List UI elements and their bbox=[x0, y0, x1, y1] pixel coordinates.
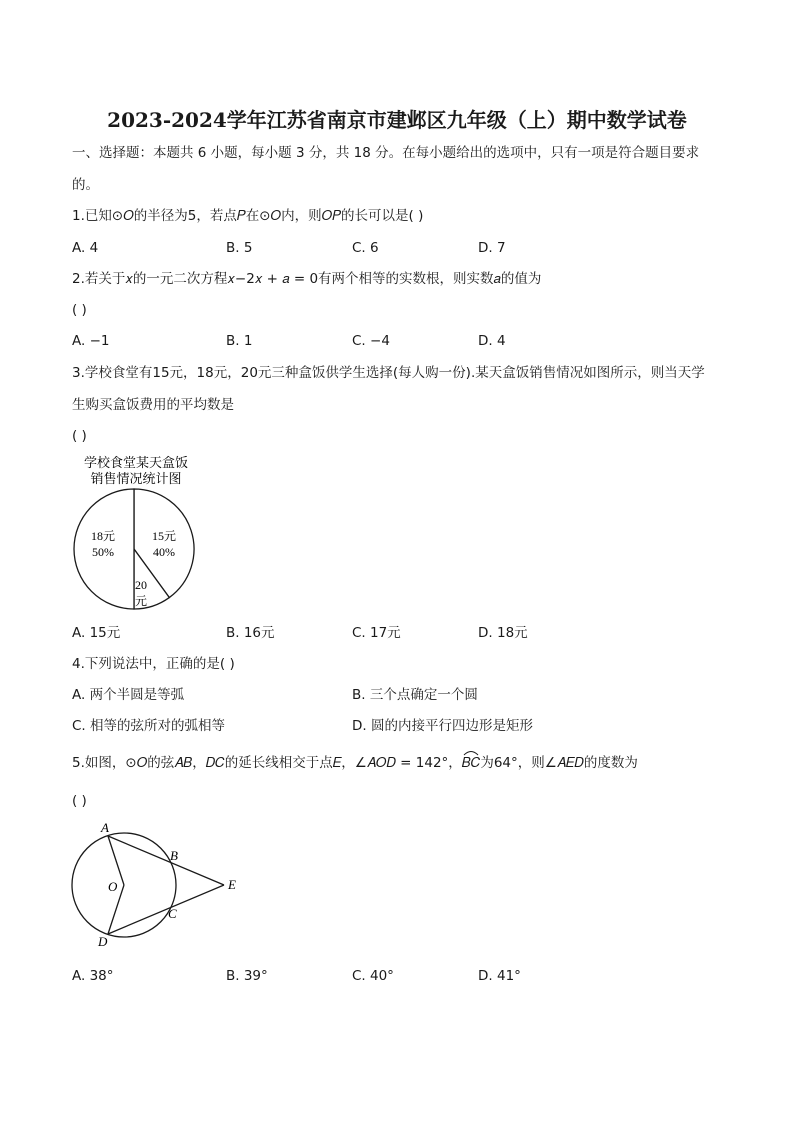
question-5-option-c: C. 40° bbox=[352, 968, 394, 984]
chart-title-line2: 销售情况统计图 bbox=[90, 471, 182, 486]
question-5-option-a: A. 38° bbox=[72, 968, 114, 984]
question-3-option-a: A. 15元 bbox=[72, 625, 121, 641]
question-5-option-d: D. 41° bbox=[478, 968, 521, 984]
arc-bc bbox=[462, 754, 481, 772]
slice-label-20-name: 20 bbox=[135, 578, 147, 592]
question-1-option-c: C. 6 bbox=[352, 240, 379, 256]
question-3-option-c: C. 17元 bbox=[352, 625, 401, 641]
line-de bbox=[108, 885, 224, 934]
question-2-option-b: B. 1 bbox=[226, 333, 253, 349]
question-1-option-a: A. 4 bbox=[72, 240, 99, 256]
question-1-option-b: B. 5 bbox=[226, 240, 253, 256]
question-3-stem-line1: 3.学校食堂有15元，18元，20元三种盒饭供学生选择(每人购一份).某天盒饭销售情况如图所示，则当天学 bbox=[72, 365, 705, 381]
question-2-option-c: C. −4 bbox=[352, 333, 390, 349]
point-c-label: C bbox=[168, 906, 177, 921]
question-5-paren: ( ) bbox=[72, 793, 87, 809]
section-heading-line2: 的。 bbox=[72, 177, 99, 193]
question-4-stem: 4.下列说法中，正确的是( ) bbox=[72, 656, 235, 672]
question-2-option-d: D. 4 bbox=[478, 333, 506, 349]
section-heading-line1: 一、选择题：本题共 6 小题，每小题 3 分，共 18 分。在每小题给出的选项中，只有一项是符合题目要求 bbox=[72, 145, 700, 161]
question-3-stem-line2: 生购买盒饭费用的平均数是 bbox=[72, 397, 234, 413]
question-3-option-d: D. 18元 bbox=[478, 625, 528, 641]
question-4-option-b: B. 三个点确定一个圆 bbox=[352, 687, 478, 703]
question-2-stem: 2.若关于𝑥的一元二次方程𝑥−2𝑥 + 𝑎 = 0有两个相等的实数根，则实数𝑎的值为 bbox=[72, 271, 542, 287]
pie-chart bbox=[68, 452, 208, 614]
question-3-option-b: B. 16元 bbox=[226, 625, 275, 641]
point-d-label: D bbox=[98, 934, 108, 949]
question-2-option-a: A. −1 bbox=[72, 333, 110, 349]
question-1-option-d: D. 7 bbox=[478, 240, 506, 256]
question-3-paren: ( ) bbox=[72, 428, 87, 444]
slice-label-18-name: 18元 bbox=[90, 529, 116, 543]
question-5-stem bbox=[72, 754, 638, 772]
question-1-stem: 1.已知⊙𝑂的半径为5，若点𝑃在⊙𝑂内，则𝑂𝑃的长可以是( ) bbox=[72, 208, 424, 224]
point-b-label: B bbox=[170, 848, 178, 863]
slice-label-20-pct: 元 bbox=[134, 594, 148, 608]
line-ae bbox=[108, 836, 224, 885]
point-e-label: E bbox=[228, 877, 236, 892]
slice-label-15-name: 15元 bbox=[151, 529, 177, 543]
question-2-paren: ( ) bbox=[72, 302, 87, 318]
slice-label-18-pct: 50% bbox=[92, 545, 114, 559]
question-4-option-d: D. 圆的内接平行四边形是矩形 bbox=[352, 718, 533, 734]
line-ao bbox=[108, 836, 124, 885]
question-5-stem-pre: 5.如图，⊙𝑂的弦𝐴𝐵，𝐷𝐶的延长线相交于点𝐸，∠𝐴𝑂𝐷 = 142°， bbox=[72, 755, 462, 771]
arc-mark-icon bbox=[462, 748, 480, 756]
question-4-option-a: A. 两个半圆是等弧 bbox=[72, 687, 185, 703]
circle-geometry-figure bbox=[64, 815, 254, 955]
page-title: 2023-2024学年江苏省南京市建邺区九年级（上）期中数学试卷 bbox=[107, 108, 687, 132]
question-4-option-c: C. 相等的弦所对的弧相等 bbox=[72, 718, 226, 734]
slice-label-15-pct: 40% bbox=[153, 545, 175, 559]
chart-title-line1: 学校食堂某天盒饭 bbox=[83, 455, 189, 470]
question-5-option-b: B. 39° bbox=[226, 968, 268, 984]
arc-bc-label: 𝐵𝐶 bbox=[461, 755, 481, 771]
question-5-stem-post: 为64°，则∠𝐴𝐸𝐷的度数为 bbox=[480, 755, 638, 771]
point-o-label: O bbox=[108, 879, 118, 894]
point-a-label: A bbox=[101, 820, 109, 835]
